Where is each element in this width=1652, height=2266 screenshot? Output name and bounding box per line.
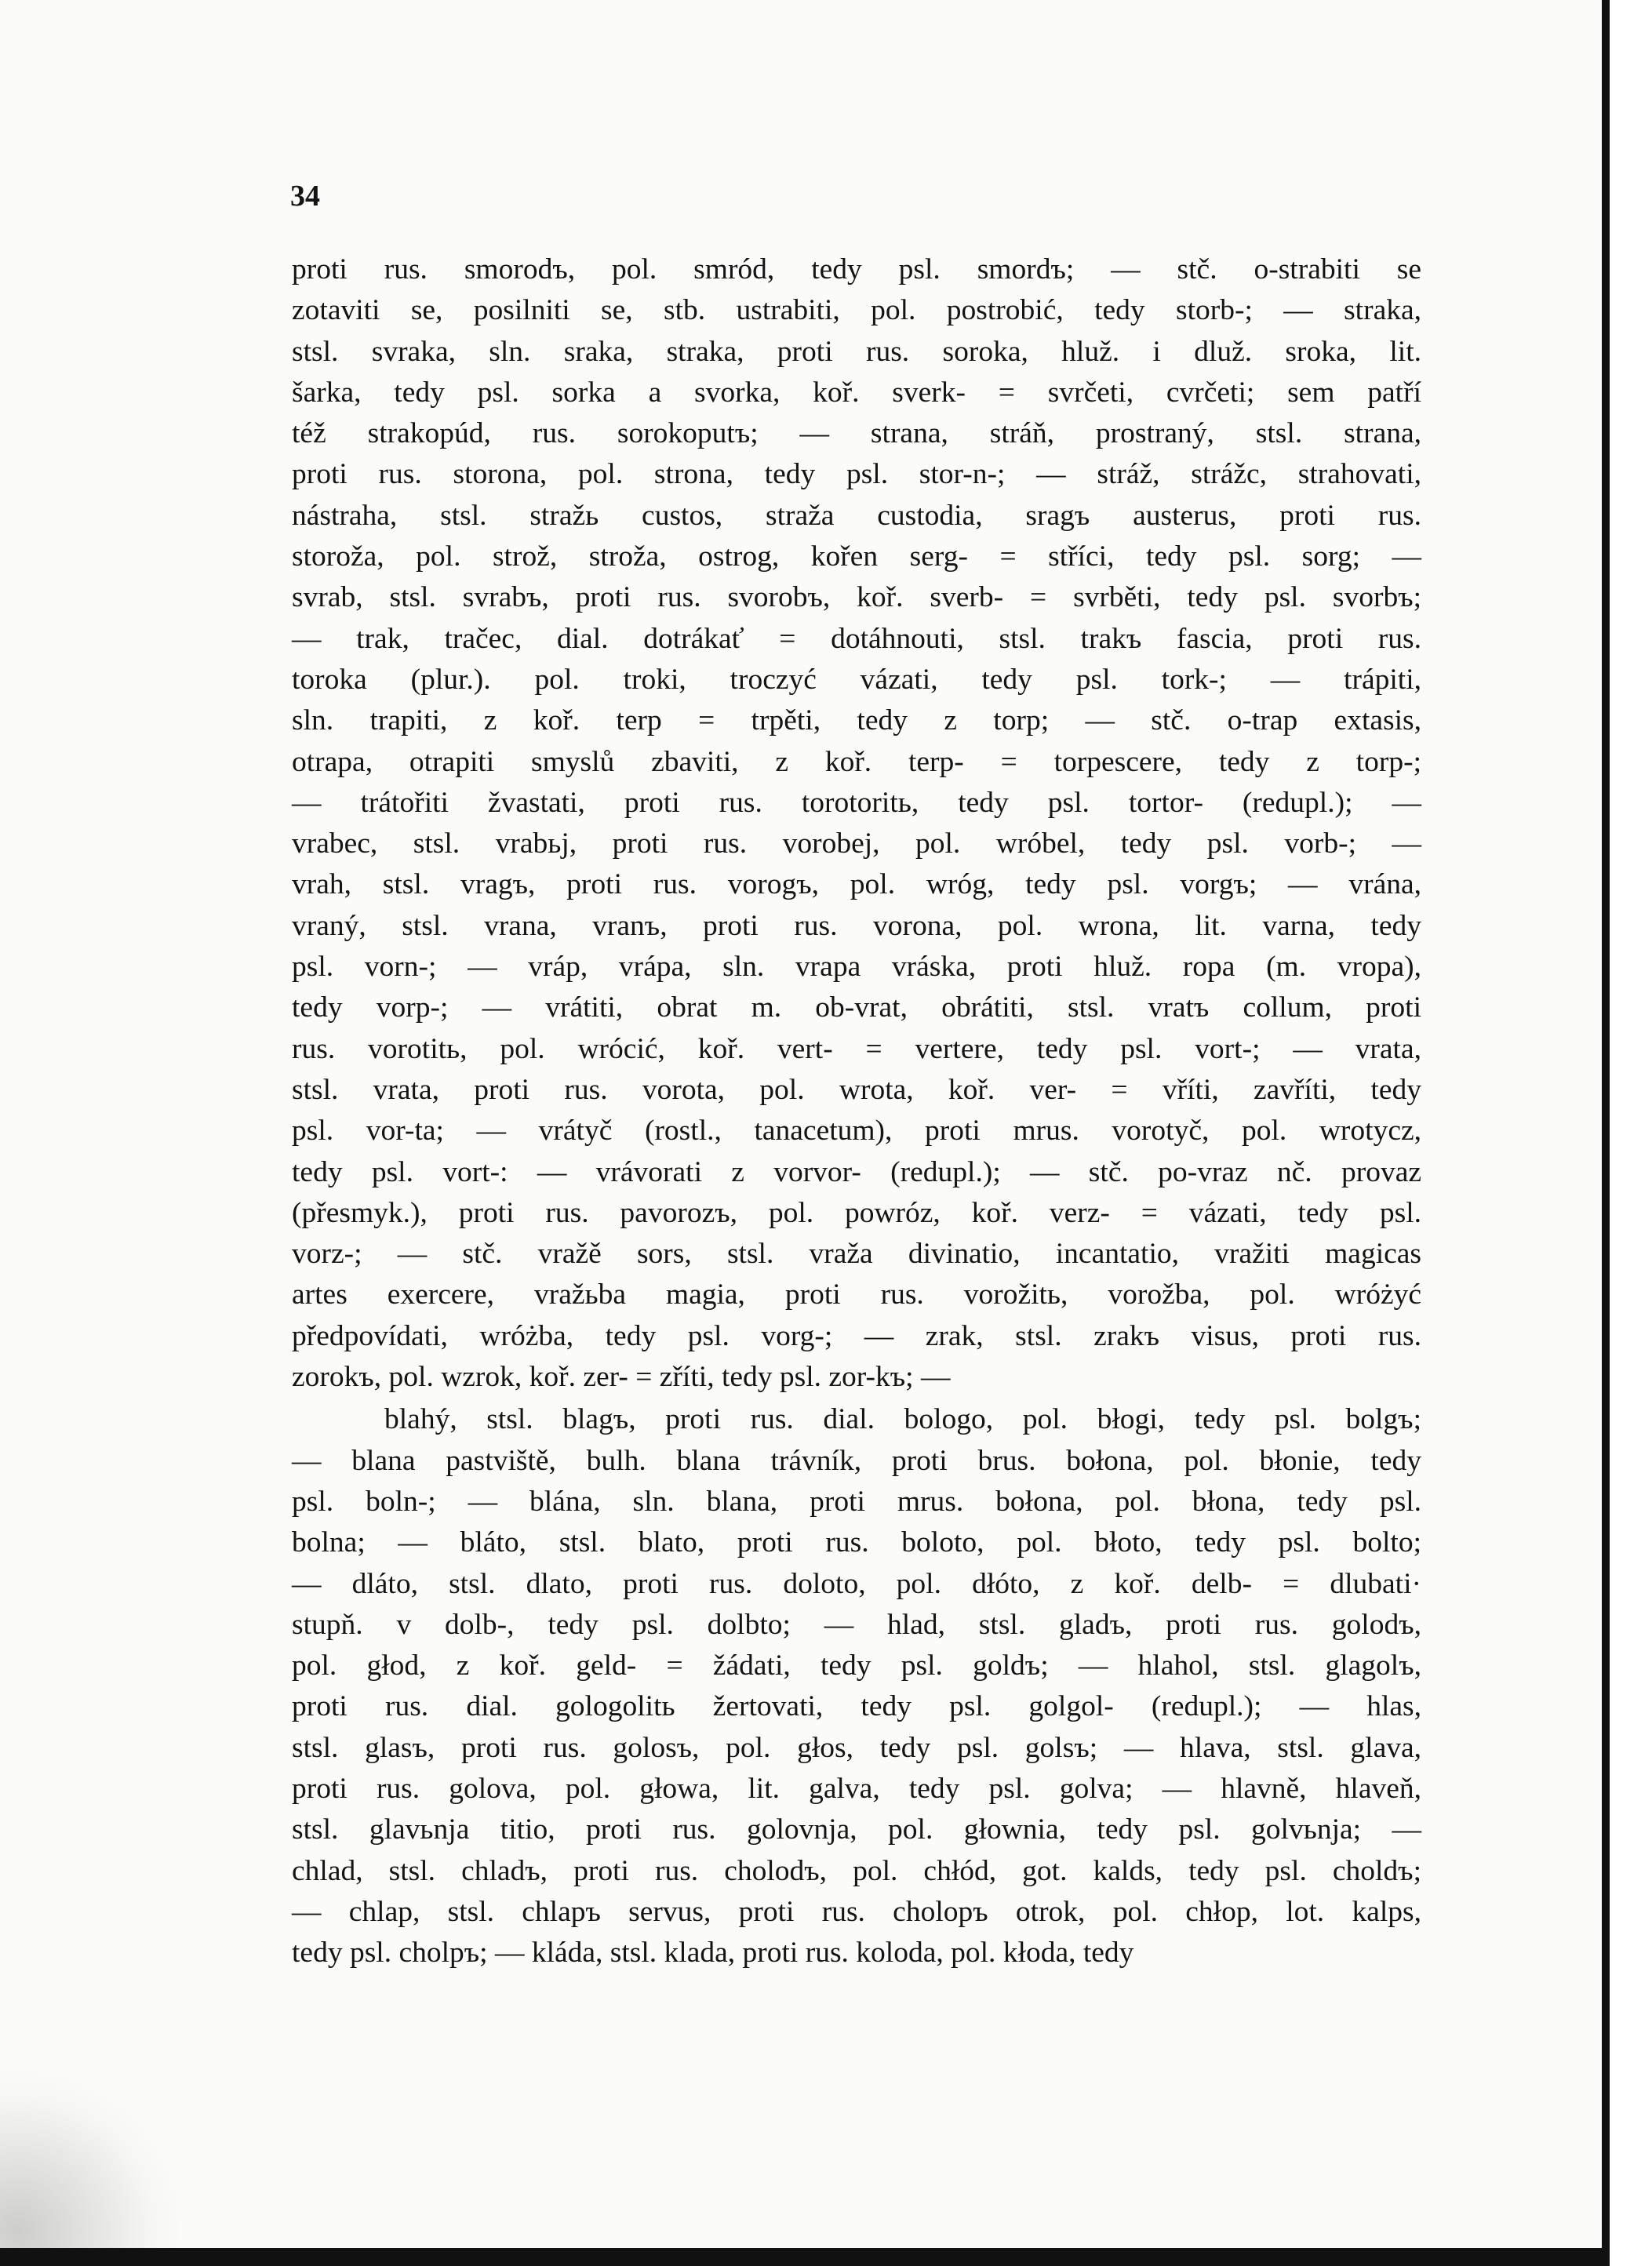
body-text <box>292 249 1421 1973</box>
paragraph-2 <box>292 1399 1421 1973</box>
scan-margin-right <box>1610 0 1652 2266</box>
text-line: zotaviti se, posilniti se, stb. ustrabiti, pol. postrobić, tedy storb-; — straka, <box>292 294 1421 327</box>
page-stain <box>0 2071 180 2248</box>
text-line: vorz-; — stč. vražě sors, stsl. vraža divinatio, incantatio, vražiti magicas <box>292 1238 1421 1271</box>
text-line: předpovídati, wróżba, tedy psl. vorg-; — zrak, stsl. zrakъ visus, proti rus. <box>292 1319 1421 1352</box>
paragraph-1 <box>292 249 1421 1398</box>
text-line: — trak, tračec, dial. dotrákať = dotáhnouti, stsl. trakъ fascia, proti rus. <box>292 622 1421 655</box>
text-line: rus. vorotitь, pol. wrócić, koř. vert- = vertere, tedy psl. vort-; — vrata, <box>292 1032 1421 1065</box>
text-line: též strakopúd, rus. sorokoputъ; — strana, stráň, prostraný, stsl. strana, <box>292 417 1421 450</box>
text-line: psl. vor-ta; — vrátyč (rostl., tanacetum), proti mrus. vorotyč, pol. wrotycz, <box>292 1115 1421 1148</box>
text-line: artes exercere, vražьba magia, proti rus. vorožitь, vorožba, pol. wróżyć <box>292 1278 1421 1311</box>
text-line: stsl. svraka, sln. sraka, straka, proti rus. soroka, hluž. i dluž. sroka, lit. <box>292 335 1421 368</box>
text-line: stsl. vrata, proti rus. vorota, pol. wrota, koř. ver- = vříti, zavříti, tedy <box>292 1073 1421 1106</box>
text-line: bolna; — bláto, stsl. blato, proti rus. boloto, pol. błoto, tedy psl. bolto; <box>292 1526 1421 1559</box>
text-line: šarka, tedy psl. sorka a svorka, koř. sverk- = svrčeti, cvrčeti; sem patří <box>292 376 1421 409</box>
text-line: — trátořiti žvastati, proti rus. torotoritь, tedy psl. tortor- (redupl.); — <box>292 786 1421 819</box>
text-line: toroka (plur.). pol. troki, troczyć vázati, tedy psl. tork-; — trápiti, <box>292 663 1421 696</box>
page-number: 34 <box>290 180 320 213</box>
text-line: svrab, stsl. svrabъ, proti rus. svorobъ, koř. sverb- = svrběti, tedy psl. svorbъ; <box>292 581 1421 614</box>
text-line: storoža, pol. strož, stroža, ostrog, kořen serg- = stříci, tedy psl. sorg; — <box>292 540 1421 573</box>
text-line: nástraha, stsl. stražь custos, straža custodia, sragъ austerus, proti rus. <box>292 499 1421 532</box>
text-line: vrah, stsl. vragъ, proti rus. vorogъ, pol. wróg, tedy psl. vorgъ; — vrána, <box>292 868 1421 901</box>
scan-edge-right <box>1602 0 1610 2266</box>
text-line: otrapa, otrapiti smyslů zbaviti, z koř. terp- = torpescere, tedy z torp-; <box>292 745 1421 778</box>
text-line: vrabec, stsl. vrabьj, proti rus. vorobej, pol. wróbel, tedy psl. vorb-; — <box>292 827 1421 860</box>
text-line: stsl. glavьnja titio, proti rus. golovnja, pol. głownia, tedy psl. golvьnja; — <box>292 1813 1421 1846</box>
text-line: proti rus. golova, pol. głowa, lit. galva, tedy psl. golva; — hlavně, hlaveň, <box>292 1772 1421 1805</box>
text-line: proti rus. smorodъ, pol. smród, tedy psl. smordъ; — stč. o-strabiti se <box>292 253 1421 286</box>
text-line: — chlap, stsl. chlapъ servus, proti rus. cholopъ otrok, pol. chłop, lot. kalps, <box>292 1895 1421 1928</box>
text-line: proti rus. dial. gologolitь žertovati, tedy psl. golgol- (redupl.); — hlas, <box>292 1690 1421 1723</box>
text-line: stupň. v dolb-, tedy psl. dolbto; — hlad, stsl. gladъ, proti rus. golodъ, <box>292 1608 1421 1641</box>
text-line: chlad, stsl. chladъ, proti rus. cholodъ, pol. chłód, got. kalds, tedy psl. choldъ; <box>292 1854 1421 1887</box>
text-line: tedy psl. cholpъ; — kláda, stsl. klada, proti rus. koloda, pol. kłoda, tedy <box>292 1937 1134 1970</box>
text-line: tedy psl. vort-: — vrávorati z vorvor- (redupl.); — stč. po-vraz nč. provaz <box>292 1155 1421 1188</box>
text-line: (přesmyk.), proti rus. pavorozъ, pol. powróz, koř. verz- = vázati, tedy psl. <box>292 1196 1421 1229</box>
text-line: vraný, stsl. vrana, vranъ, proti rus. vorona, pol. wrona, lit. varna, tedy <box>292 909 1421 942</box>
text-line: sln. trapiti, z koř. terp = trpěti, tedy z torp; — stč. o-trap extasis, <box>292 704 1421 737</box>
text-line: — blana pastviště, bulh. blana trávník, proti brus. bołona, pol. błonie, tedy <box>292 1444 1421 1477</box>
text-line: zorokъ, pol. wzrok, koř. zer- = zříti, tedy psl. zor-kъ; — <box>292 1361 951 1394</box>
text-line: psl. boln-; — blána, sln. blana, proti mrus. bołona, pol. błona, tedy psl. <box>292 1485 1421 1518</box>
text-line: pol. głod, z koř. geld- = žádati, tedy psl. goldъ; — hlahol, stsl. glagolъ, <box>292 1649 1421 1682</box>
text-line: proti rus. storona, pol. strona, tedy psl. stor-n-; — stráž, strážc, strahovati, <box>292 458 1421 491</box>
text-line: tedy vorp-; — vrátiti, obrat m. ob-vrat, obrátiti, stsl. vratъ collum, proti <box>292 991 1421 1024</box>
text-line: blahý, stsl. blagъ, proti rus. dial. bologo, pol. błogi, tedy psl. bolgъ; <box>384 1403 1421 1436</box>
text-line: psl. vorn-; — vráp, vrápa, sln. vrapa vráska, proti hluž. ropa (m. vropa), <box>292 951 1421 984</box>
scan-edge-bottom <box>0 2248 1610 2266</box>
text-line: stsl. glasъ, proti rus. golosъ, pol. głos, tedy psl. golsъ; — hlava, stsl. glava, <box>292 1731 1421 1764</box>
text-line: — dláto, stsl. dlato, proti rus. doloto, pol. dłóto, z koř. delb- = dlubati· <box>292 1567 1421 1600</box>
